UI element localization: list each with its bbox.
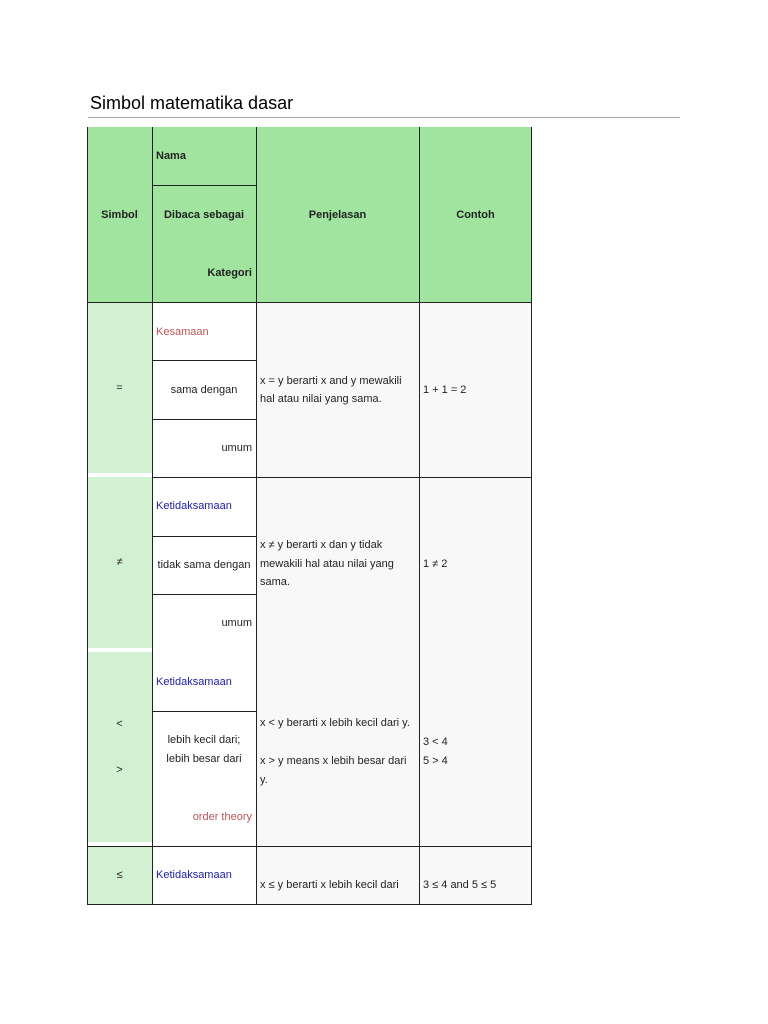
contoh-b: 5 > 4 <box>423 755 448 767</box>
symbol-less-greater <box>87 652 152 842</box>
page-title: Simbol matematika dasar <box>90 93 294 113</box>
penjelasan-b: x > y means x lebih besar dari y. <box>260 755 407 786</box>
kategori-cell <box>193 808 252 827</box>
penjelasan-a: x < y berarti x lebih kecil dari y. <box>260 717 410 729</box>
link-ketidaksamaan[interactable]: Ketidaksamaan <box>156 675 232 688</box>
link-ketidaksamaan[interactable]: Ketidaksamaan <box>156 500 232 513</box>
contoh-cell: 1 + 1 = 2 <box>419 303 532 477</box>
contoh-a: 3 < 4 <box>423 736 448 748</box>
symbol-less-equal: ≤ <box>87 846 152 905</box>
dibaca-a: lebih kecil dari; <box>167 734 241 746</box>
penjelasan-cell <box>256 651 419 846</box>
symbol-table <box>87 127 532 905</box>
header-simbol: Simbol <box>87 127 152 303</box>
header-dibaca: Dibaca sebagai <box>152 186 256 244</box>
nama-cell <box>152 303 256 361</box>
kategori-cell: umum <box>152 594 256 653</box>
penjelasan-cell: x ≠ y berarti x dan y tidak mewakili hal atau nilai yang sama. <box>256 477 419 651</box>
dibaca-kategori-cell <box>152 711 256 846</box>
symbol-less-than: < <box>116 717 123 730</box>
title-divider <box>88 117 680 118</box>
penjelasan-cell: x = y berarti x and y mewakili hal atau nilai yang sama. <box>256 303 419 477</box>
dibaca-cell: sama dengan <box>152 361 256 420</box>
link-order-theory[interactable]: order theory <box>192 811 252 823</box>
penjelasan-cell: x ≤ y berarti x lebih kecil dari <box>256 846 419 905</box>
header-nama: Nama <box>152 127 256 186</box>
dibaca-cell: tidak sama dengan <box>152 536 256 594</box>
contoh-cell: 1 ≠ 2 <box>419 477 532 651</box>
nama-cell <box>152 653 256 711</box>
nama-cell <box>152 477 256 536</box>
link-ketidaksamaan[interactable]: Ketidaksamaan <box>156 869 232 882</box>
header-contoh: Contoh <box>419 127 532 303</box>
header-penjelasan: Penjelasan <box>256 127 419 303</box>
nama-cell <box>152 846 256 905</box>
symbol-not-equal: ≠ <box>87 477 152 648</box>
header-kategori: Kategori <box>152 244 256 303</box>
symbol-equals: = <box>87 303 152 473</box>
dibaca-b: lebih besar dari <box>166 753 242 765</box>
contoh-cell <box>419 651 532 846</box>
symbol-greater-than: > <box>116 764 123 776</box>
kategori-cell: umum <box>152 420 256 477</box>
contoh-cell: 3 ≤ 4 and 5 ≤ 5 <box>419 846 532 905</box>
link-kesamaan[interactable]: Kesamaan <box>156 325 209 338</box>
